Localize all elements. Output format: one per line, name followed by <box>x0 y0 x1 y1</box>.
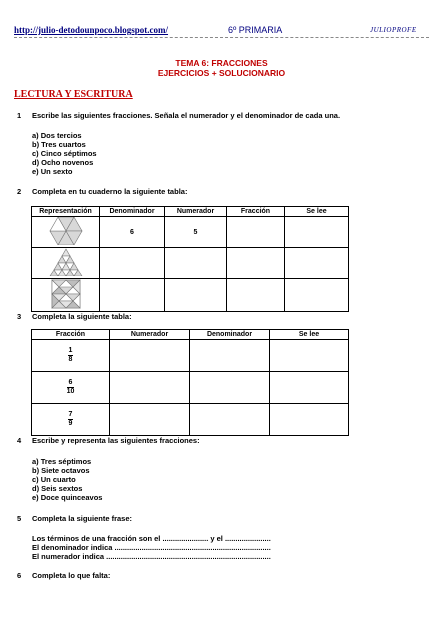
exercise-2-number: 2 <box>17 187 22 196</box>
table-cell[interactable] <box>165 279 227 312</box>
fraction-numerator: 7 <box>68 411 73 418</box>
exercise-1-number: 1 <box>17 111 22 120</box>
table-cell[interactable] <box>110 340 190 372</box>
exercise-6-number: 6 <box>17 571 22 580</box>
list-item: c) Cinco séptimos <box>32 149 97 158</box>
list-item: c) Un cuarto <box>32 475 76 484</box>
table-cell[interactable] <box>100 248 165 279</box>
exercise-4-number: 4 <box>17 436 22 445</box>
column-header: Fracción <box>227 207 285 217</box>
exercise-5-number: 5 <box>17 514 22 523</box>
exercise-3-instruction: Completa la siguiente tabla: <box>32 312 132 321</box>
course-label: 6º PRIMARIA <box>228 25 283 35</box>
table-cell[interactable] <box>100 279 165 312</box>
table-cell[interactable] <box>285 248 349 279</box>
column-header: Se lee <box>270 330 349 340</box>
fraction-table <box>31 329 349 436</box>
fill-sentence: Los términos de una fracción son el ...................... y el ...................... <box>32 534 271 543</box>
header-divider <box>14 37 429 38</box>
table-cell: 5 <box>165 217 227 248</box>
fraction-cell <box>32 404 110 436</box>
fraction-denominator: 9 <box>68 420 73 427</box>
table-cell[interactable] <box>110 372 190 404</box>
exercise-6-instruction: Completa lo que falta: <box>32 571 111 580</box>
column-header: Numerador <box>165 207 227 217</box>
fraction-numerator: 1 <box>68 347 73 354</box>
list-item: d) Seis sextos <box>32 484 83 493</box>
list-item: b) Siete octavos <box>32 466 90 475</box>
page-title: TEMA 6: FRACCIONES <box>175 58 268 68</box>
table-cell[interactable] <box>110 404 190 436</box>
fraction <box>68 347 74 364</box>
table-row <box>32 248 349 279</box>
table-cell: 6 <box>100 217 165 248</box>
table-row <box>32 217 349 248</box>
exercise-1-instruction: Escribe las siguientes fracciones. Señala el numerador y el denominador de cada una. <box>32 111 341 120</box>
fraction-denominator: 8 <box>68 356 73 363</box>
exercise-1-list <box>32 131 97 176</box>
fraction <box>68 411 74 428</box>
table-cell[interactable] <box>190 372 270 404</box>
column-header: Denominador <box>100 207 165 217</box>
square-figure <box>32 279 100 312</box>
column-header: Fracción <box>32 330 110 340</box>
exercise-3-number: 3 <box>17 312 22 321</box>
list-item: e) Doce quinceavos <box>32 493 103 502</box>
column-header: Representación <box>32 207 100 217</box>
table-cell[interactable] <box>270 372 349 404</box>
fraction <box>67 379 75 396</box>
table-row <box>32 372 349 404</box>
column-header: Denominador <box>190 330 270 340</box>
hexagon-figure <box>32 217 100 248</box>
table-cell[interactable] <box>227 279 285 312</box>
table-row <box>32 404 349 436</box>
fraction-denominator: 10 <box>66 388 75 395</box>
table-row <box>32 279 349 312</box>
blog-link[interactable]: http://julio-detodounpoco.blogspot.com/ <box>14 25 169 35</box>
column-header: Se lee <box>285 207 349 217</box>
list-item: d) Ocho novenos <box>32 158 94 167</box>
section-heading: LECTURA Y ESCRITURA <box>14 89 133 100</box>
list-item: a) Dos tercios <box>32 131 82 140</box>
table-cell[interactable] <box>270 340 349 372</box>
page-subtitle: EJERCICIOS + SOLUCIONARIO <box>157 68 286 78</box>
table-cell[interactable] <box>227 217 285 248</box>
fill-sentence: El denominador indica ........................................................................... <box>32 543 271 552</box>
table-cell[interactable] <box>285 217 349 248</box>
fraction-cell <box>32 340 110 372</box>
table-cell[interactable] <box>285 279 349 312</box>
table-row <box>32 340 349 372</box>
exercise-2-instruction: Completa en tu cuaderno la siguiente tabla: <box>32 187 188 196</box>
list-item: e) Un sexto <box>32 167 73 176</box>
fraction-numerator: 6 <box>68 379 73 386</box>
table-cell[interactable] <box>190 340 270 372</box>
fill-sentence: El numerador indica ............................................................................... <box>32 552 271 561</box>
fraction-cell <box>32 372 110 404</box>
table-cell[interactable] <box>270 404 349 436</box>
author-label: JULIOPROFE <box>370 26 417 34</box>
triangle-figure <box>32 248 100 279</box>
exercise-4-list <box>32 457 102 502</box>
exercise-4-instruction: Escribe y representa las siguientes fracciones: <box>32 436 200 445</box>
column-header: Numerador <box>110 330 190 340</box>
table-cell[interactable] <box>227 248 285 279</box>
list-item: a) Tres séptimos <box>32 457 92 466</box>
representation-table <box>31 206 349 312</box>
table-cell[interactable] <box>190 404 270 436</box>
list-item: b) Tres cuartos <box>32 140 86 149</box>
exercise-5-instruction: Completa la siguiente frase: <box>32 514 133 523</box>
table-cell[interactable] <box>165 248 227 279</box>
